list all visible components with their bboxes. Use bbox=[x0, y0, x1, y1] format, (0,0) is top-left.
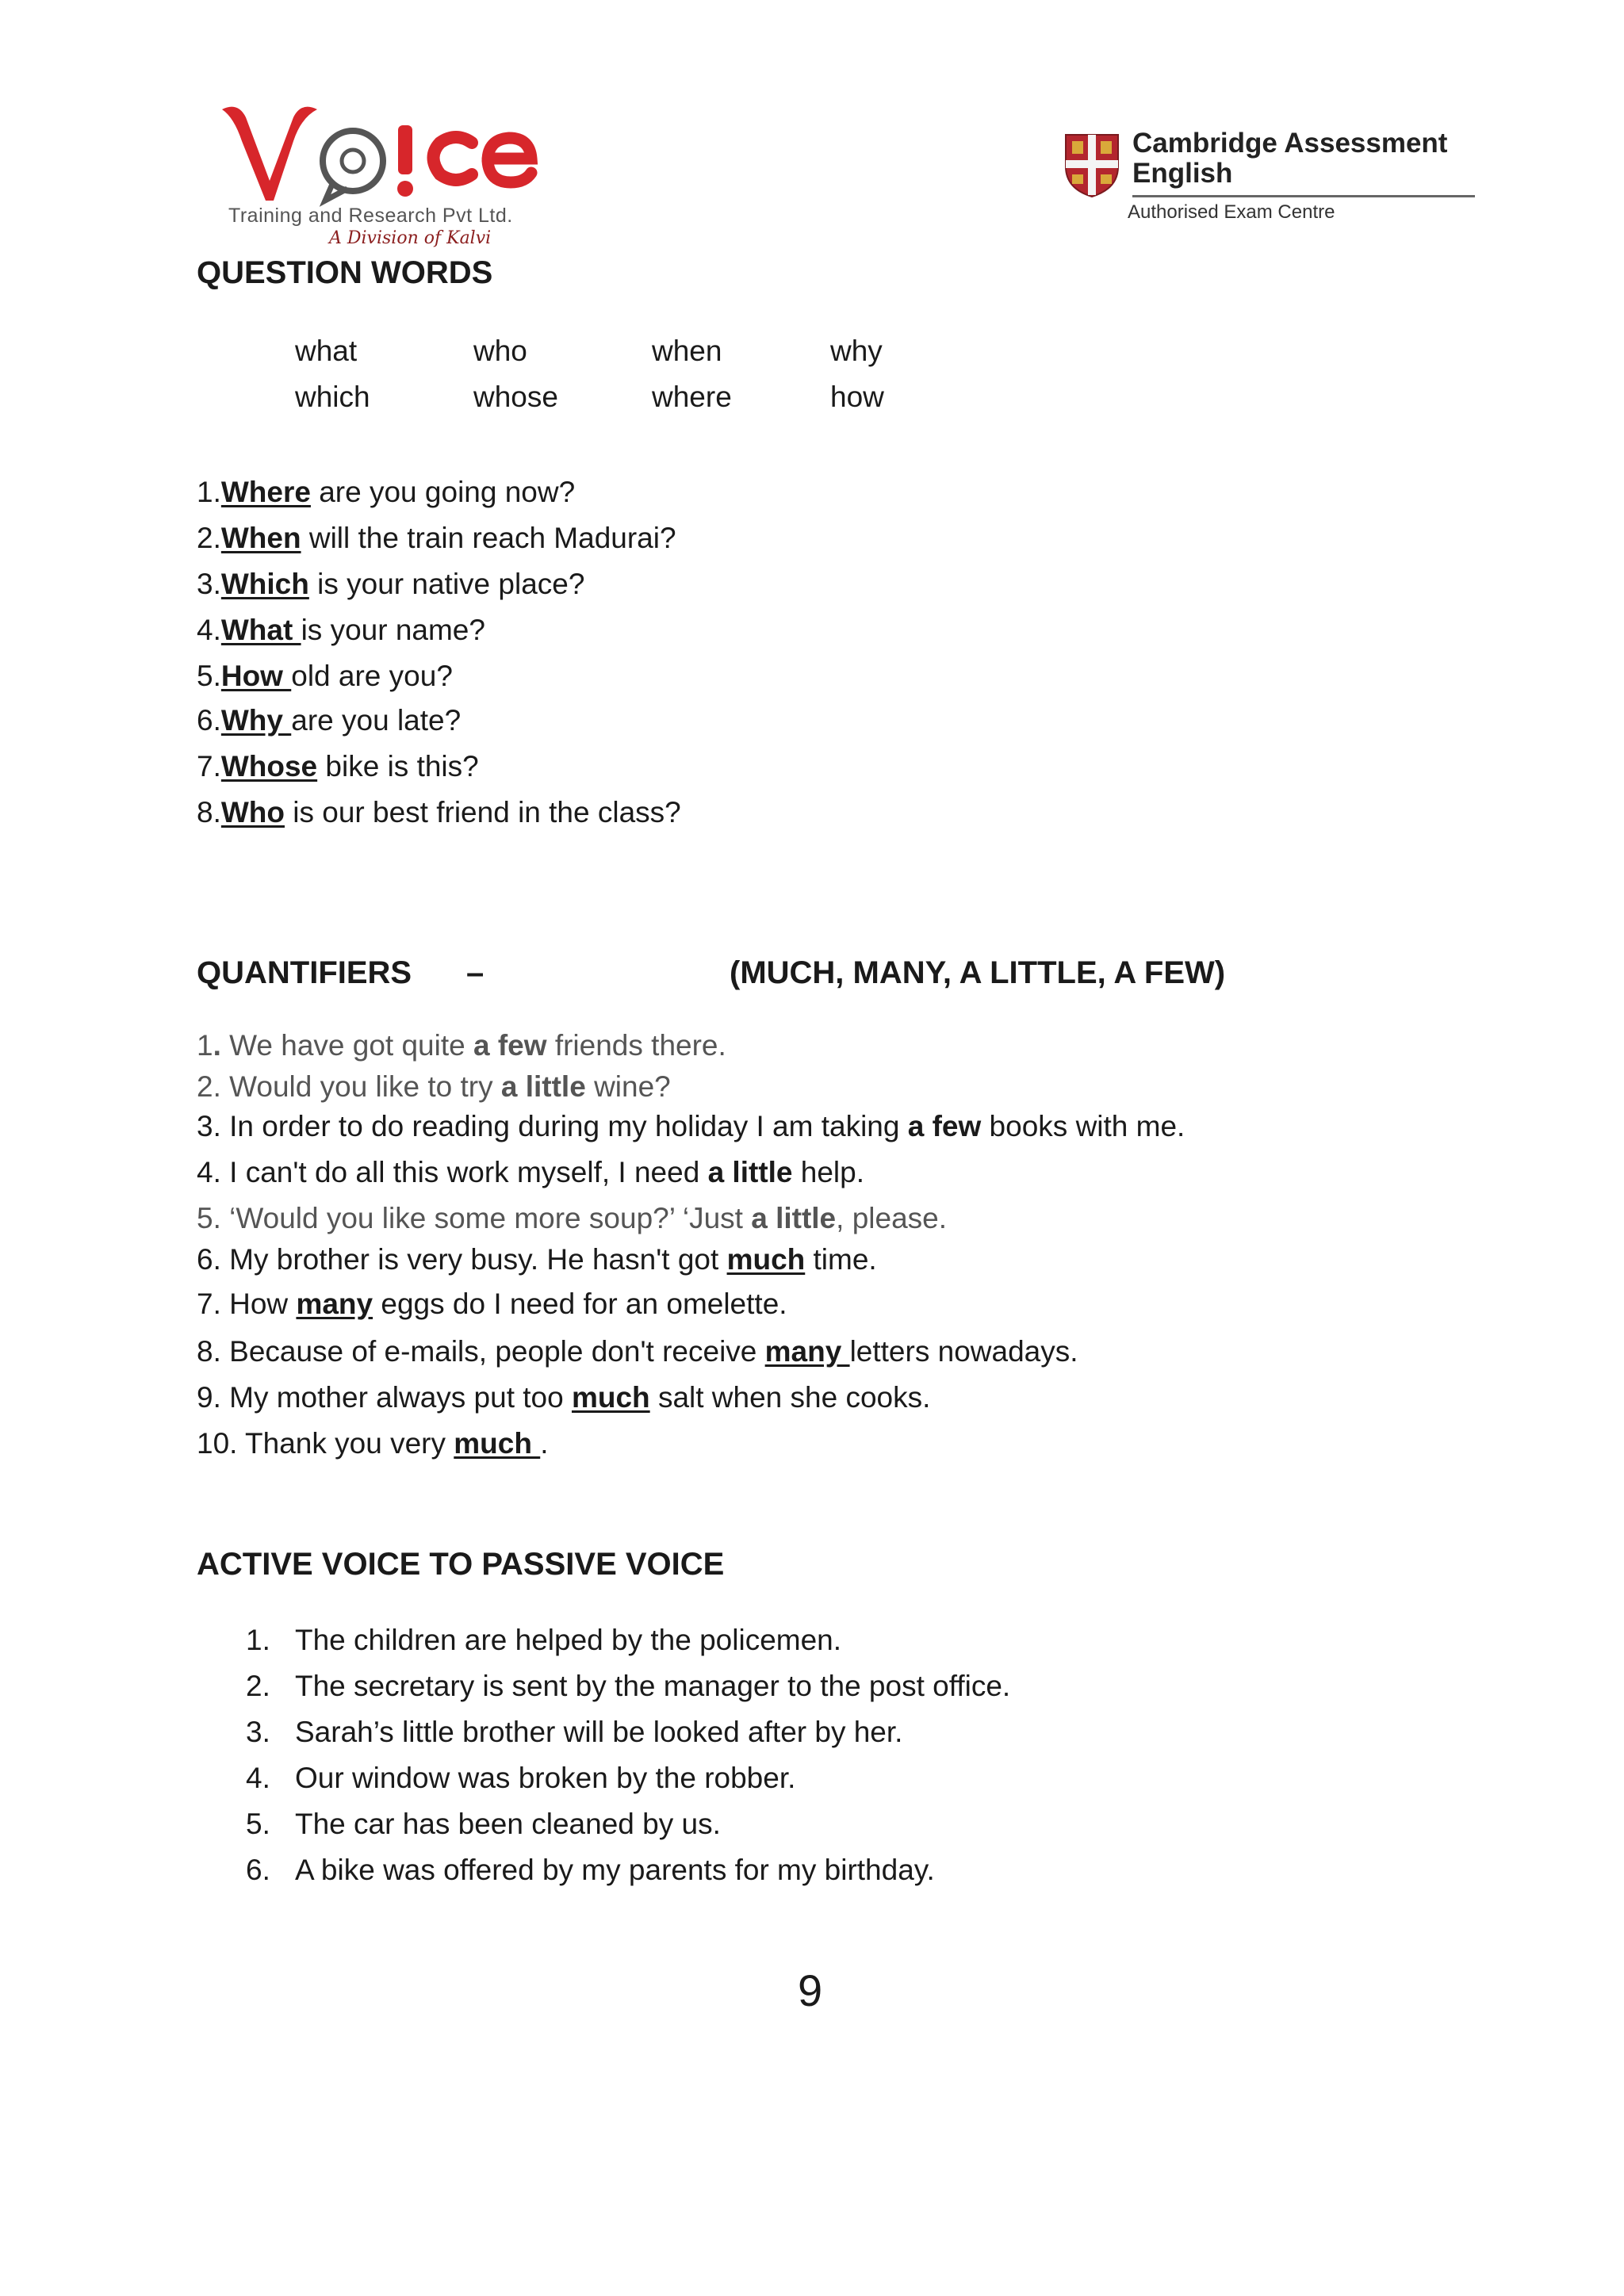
quantifiers-dash: – bbox=[466, 955, 485, 990]
passive-item-text: Sarah’s little brother will be looked after by her. bbox=[295, 1716, 903, 1748]
passive-item-number: 2. bbox=[246, 1670, 270, 1702]
cambridge-logo bbox=[1063, 125, 1475, 228]
quantifier-item: 9. My mother always put too much salt when she cooks. bbox=[197, 1381, 931, 1414]
passive-item-text: Our window was broken by the robber. bbox=[295, 1762, 796, 1794]
cambridge-divider bbox=[1132, 195, 1475, 197]
passive-item-text: The car has been cleaned by us. bbox=[295, 1808, 721, 1840]
quantifier-item: 6. My brother is very busy. He hasn't got much time. bbox=[197, 1243, 877, 1276]
question-word: which bbox=[295, 381, 370, 413]
question-word: where bbox=[652, 381, 732, 413]
quantifiers-heading: QUANTIFIERS bbox=[197, 955, 412, 990]
passive-item-text: A bike was offered by my parents for my birthday. bbox=[295, 1854, 935, 1886]
cambridge-title: Cambridge Assessment English bbox=[1132, 128, 1448, 189]
voice-logo-mark bbox=[214, 94, 547, 212]
question-word: why bbox=[830, 335, 883, 367]
quantifier-item: 7. How many eggs do I need for an omelette. bbox=[197, 1288, 787, 1320]
question-word: what bbox=[295, 335, 358, 367]
question-words-row bbox=[295, 335, 1009, 381]
question-example: 4.What is your name? bbox=[197, 614, 485, 646]
voice-division: A Division of Kalvi bbox=[329, 228, 492, 248]
question-example: 3.Which is your native place? bbox=[197, 568, 585, 600]
question-words-row bbox=[295, 381, 1009, 427]
question-example: 5.How old are you? bbox=[197, 660, 453, 692]
quantifier-item: 5. ‘Would you like some more soup?’ ‘Just a little, please. bbox=[197, 1202, 948, 1234]
question-word: who bbox=[473, 335, 527, 367]
quantifier-item: 1. We have got quite a few friends there. bbox=[197, 1029, 726, 1062]
question-example: 7.Whose bike is this? bbox=[197, 750, 479, 783]
quantifier-item: 8. Because of e-mails, people don't receive many letters nowadays. bbox=[197, 1335, 1078, 1368]
question-example: 1.Where are you going now? bbox=[197, 476, 576, 508]
quantifier-item: 4. I can't do all this work myself, I need a little help. bbox=[197, 1156, 865, 1188]
passive-item-number: 4. bbox=[246, 1762, 270, 1794]
passive-item-number: 3. bbox=[246, 1716, 270, 1748]
passive-item-text: The secretary is sent by the manager to the post office. bbox=[295, 1670, 1011, 1702]
voice-tagline: Training and Research Pvt Ltd. bbox=[228, 205, 513, 227]
cambridge-subtitle: Authorised Exam Centre bbox=[1128, 201, 1335, 223]
question-example: 8.Who is our best friend in the class? bbox=[197, 796, 681, 828]
page-number: 9 bbox=[798, 1965, 823, 2015]
voice-logo bbox=[214, 94, 547, 252]
active-passive-heading: ACTIVE VOICE TO PASSIVE VOICE bbox=[197, 1547, 725, 1582]
passive-item-number: 6. bbox=[246, 1854, 270, 1886]
quantifier-item: 2. Would you like to try a little wine? bbox=[197, 1070, 671, 1103]
question-example: 6.Why are you late? bbox=[197, 704, 462, 737]
cambridge-shield-icon bbox=[1063, 132, 1121, 198]
question-word: when bbox=[652, 335, 722, 367]
passive-item-number: 1. bbox=[246, 1624, 270, 1656]
passive-item-number: 5. bbox=[246, 1808, 270, 1840]
quantifier-item: 3. In order to do reading during my holiday I am taking a few books with me. bbox=[197, 1110, 1185, 1142]
quantifier-item: 10. Thank you very much . bbox=[197, 1427, 549, 1460]
question-example: 2.When will the train reach Madurai? bbox=[197, 522, 676, 554]
question-word: how bbox=[830, 381, 884, 413]
question-words-grid bbox=[295, 335, 1009, 427]
passive-item-text: The children are helped by the policemen. bbox=[295, 1624, 842, 1656]
question-words-heading: QUESTION WORDS bbox=[197, 255, 493, 290]
quantifiers-options: (MUCH, MANY, A LITTLE, A FEW) bbox=[730, 955, 1226, 990]
question-word: whose bbox=[473, 381, 558, 413]
